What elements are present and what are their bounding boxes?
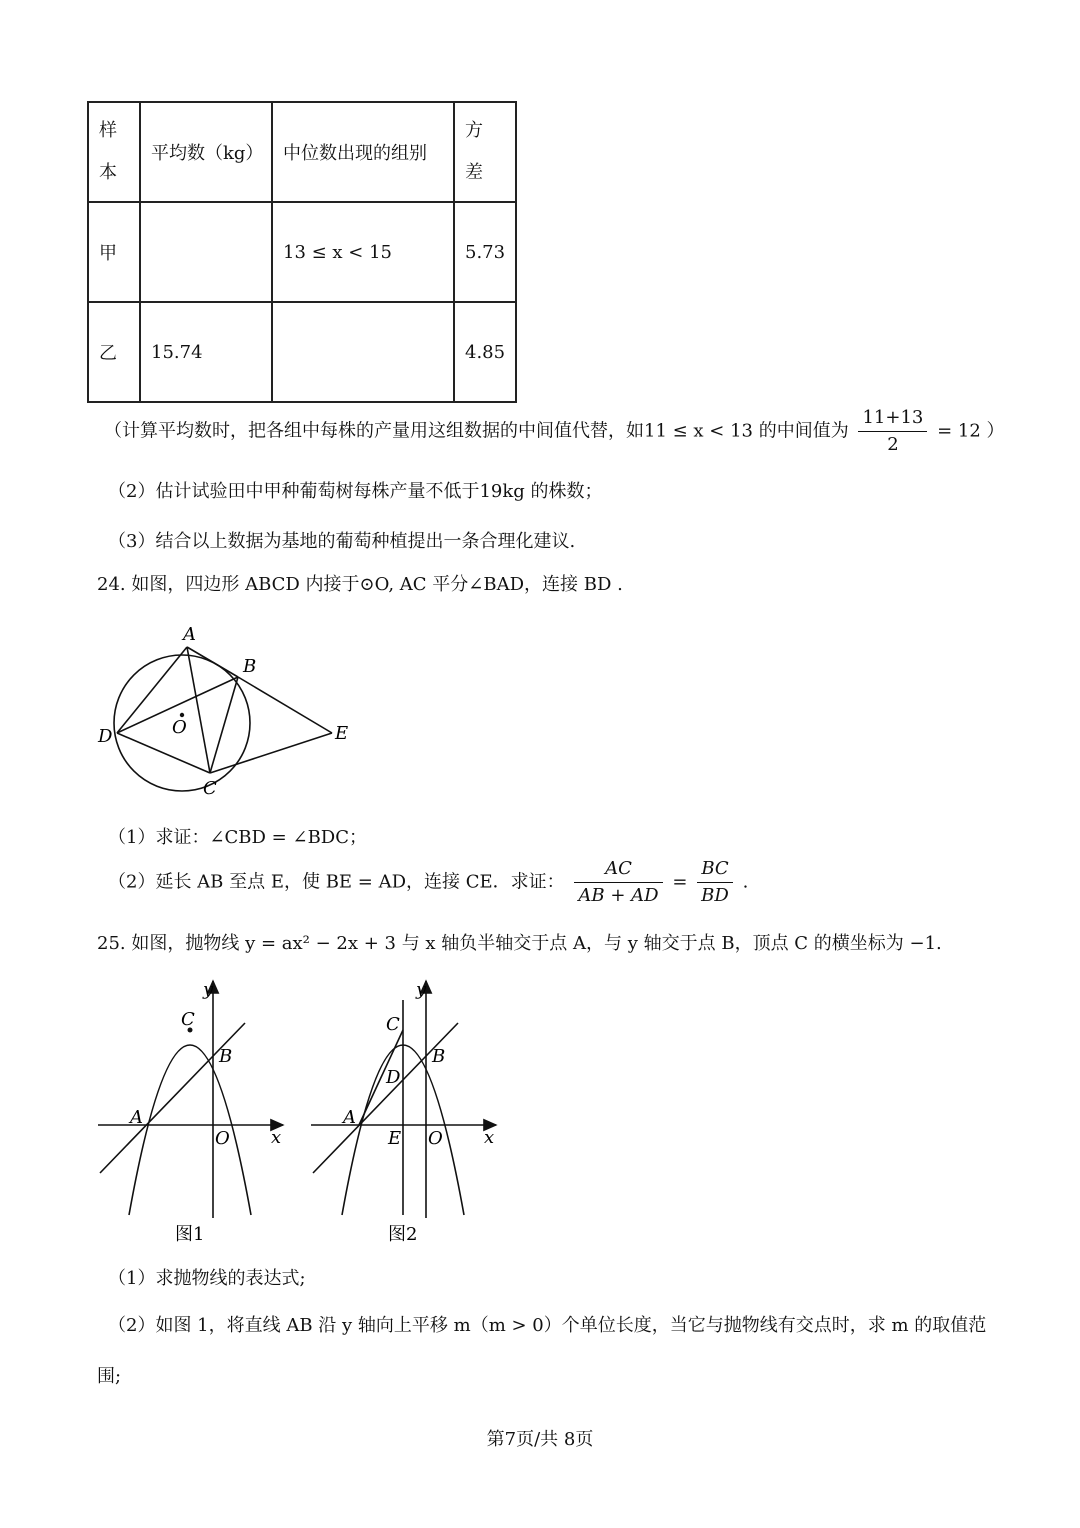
label-b: B xyxy=(243,656,257,677)
question-24-intro: 24. 如图，四边形 ABCD 内接于⊙O, AC 平分∠BAD，连接 BD . xyxy=(97,574,623,595)
label-c: C xyxy=(181,1009,195,1030)
parabola-figure-1 xyxy=(95,975,295,1250)
label-y: y xyxy=(416,979,427,1000)
circle-quadrilateral-figure xyxy=(90,620,370,800)
label-d: D xyxy=(386,1067,401,1088)
cell-median-group xyxy=(272,302,454,402)
table-row xyxy=(88,302,516,402)
label-y: y xyxy=(203,979,214,1000)
label-o: O xyxy=(172,717,187,738)
label-x: x xyxy=(271,1127,282,1148)
question-25-part-2-line-2: 围; xyxy=(97,1366,122,1387)
label-a: A xyxy=(130,1107,143,1128)
label-c: C xyxy=(203,778,217,799)
label-d: D xyxy=(98,726,113,747)
question-25-intro: 25. 如图，抛物线 y = ax² − 2x + 3 与 x 轴负半轴交于点 A，与 y 轴交于点 B，顶点 C 的横坐标为 −1. xyxy=(97,933,942,954)
segment-ce xyxy=(210,733,332,773)
label-c: C xyxy=(386,1014,400,1035)
header-median-group: 中位数出现的组别 xyxy=(272,102,454,202)
page-footer: 第7页/共 8页 xyxy=(486,1429,594,1450)
parabola-figure-2 xyxy=(308,975,508,1250)
mean-calculation-note: （计算平均数时，把各组中每株的产量用这组数据的中间值代替，如11 ≤ x < 13 的中间值为 $\frac{11+13}{2}$ = 12 ） xyxy=(104,405,1005,458)
note-fraction: $\frac{11+13}{2}$ xyxy=(858,405,927,458)
question-25-part-1: （1）求抛物线的表达式; xyxy=(108,1268,306,1289)
label-e: E xyxy=(335,723,349,744)
label-b: B xyxy=(432,1046,446,1067)
statistics-table xyxy=(87,101,517,403)
cell-mean: 15.74 xyxy=(140,302,272,402)
header-sample: 样 本 xyxy=(88,102,140,202)
label-b: B xyxy=(219,1046,233,1067)
question-24-part-2: （2）延长 AB 至点 E，使 BE = AD，连接 CE．求证： $\frac{AC}{AB + AD}$ = $\frac{BC}{BD}$ . xyxy=(108,856,748,909)
label-o: O xyxy=(428,1128,443,1149)
cell-variance: 5.73 xyxy=(454,202,516,302)
segment-bc xyxy=(210,677,238,773)
question-23-part-3: （3）结合以上数据为基地的葡萄种植提出一条合理化建议. xyxy=(108,531,576,552)
label-x: x xyxy=(484,1127,495,1148)
parabola-curve xyxy=(129,1045,251,1215)
cell-median-group: 13 ≤ x < 15 xyxy=(272,202,454,302)
segment-ab xyxy=(187,647,238,677)
cell-mean xyxy=(140,202,272,302)
segment-ac xyxy=(187,647,210,773)
figure-2-caption: 图2 xyxy=(388,1224,418,1245)
table-row xyxy=(88,202,516,302)
header-variance: 方 差 xyxy=(454,102,516,202)
label-e: E xyxy=(388,1128,402,1149)
cell-variance: 4.85 xyxy=(454,302,516,402)
label-a: A xyxy=(183,624,196,645)
fraction-bc-over-bd: $\frac{BC}{BD}$ xyxy=(697,856,733,909)
label-a: A xyxy=(343,1107,356,1128)
cell-sample: 乙 xyxy=(88,302,140,402)
fraction-ac-over-ab-ad: $\frac{AC}{AB + AD}$ xyxy=(574,856,662,909)
header-mean: 平均数（kg） xyxy=(140,102,272,202)
cell-sample: 甲 xyxy=(88,202,140,302)
question-24-part-1: （1）求证：∠CBD = ∠BDC； xyxy=(108,827,368,848)
question-25-part-2-line-1: （2）如图 1，将直线 AB 沿 y 轴向上平移 m（m > 0）个单位长度，当它与抛物线有交点时，求 m 的取值范 xyxy=(108,1315,987,1336)
question-23-part-2: （2）估计试验田中甲种葡萄树每株产量不低于19kg 的株数； xyxy=(108,481,603,502)
figure-1-caption: 图1 xyxy=(175,1224,205,1245)
label-o: O xyxy=(215,1128,230,1149)
segment-be xyxy=(238,677,332,733)
